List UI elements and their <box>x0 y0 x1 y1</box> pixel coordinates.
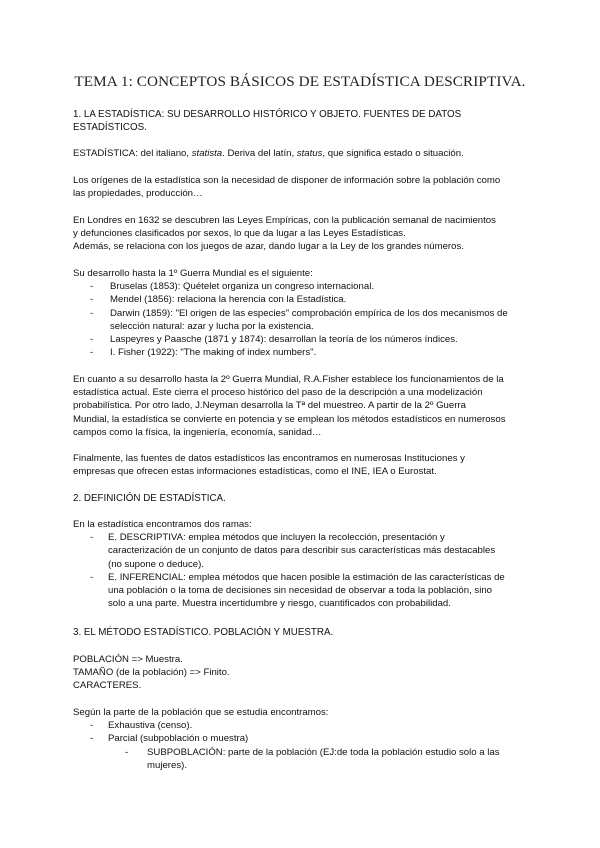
list-item: - E. INFERENCIAL: emplea métodos que hacen posible la estimación de las características de una población o la toma de decisiones sin necesidad de observar a toda la población, sino solo a una parte. Muestra incertidumbre y riesgo, cuantificados con probabilidad. <box>73 571 535 611</box>
section-3-heading: 3. EL MÉTODO ESTADÍSTICO. POBLACIÓN Y MUESTRA. <box>73 627 334 638</box>
list-item: - SUBPOBLACIÓN: parte de la población (EJ:de toda la población estudio solo a las mujeres). <box>109 746 535 772</box>
list-item: - Laspeyres y Paasche (1871 y 1874): desarrollan la teoría de los números índices. <box>73 333 535 346</box>
list-item: - Exhaustiva (censo). <box>73 719 535 732</box>
list-item: - Bruselas (1853): Quételet organiza un congreso internacional. <box>73 280 535 293</box>
study-types: Según la parte de la población que se estudia encontramos: - Exhaustiva (censo). - Parcial (subpoblación o muestra) - SUBPOBLACIÓN: parte de la población (EJ:de toda la población estudio solo a las mujeres). <box>73 706 535 772</box>
population-terms: POBLACIÓN => Muestra. TAMAÑO (de la población) => Finito. CARACTERES. <box>73 654 230 692</box>
ww1-list <box>73 280 535 359</box>
ww1-development: Su desarrollo hasta la 1º Guerra Mundial es el siguiente: - Bruselas (1853): Quételet organiza un congreso internacional. - Mendel (1856): relaciona la herencia con la Estadística. - Darwin (1859): "El origen de las especies" comprobación empírica de los dos mecanismos de selección natural: azar y lucha por la existencia. - Laspeyres y Paasche (1871 y 1874): desarrollan la teoría de los números índices. - I. Fisher (1922): "The making of index numbers". <box>73 267 535 359</box>
subpopulation-list <box>109 746 535 772</box>
section-1-heading: 1. LA ESTADÍSTICA: SU DESARROLLO HISTÓRICO Y OBJETO. FUENTES DE DATOS ESTADÍSTICOS. <box>73 109 462 134</box>
list-item: - E. DESCRIPTIVA: emplea métodos que incluyen la recolección, presentación y caracterización de un conjunto de datos para describir sus características más destacables (no supone o deduce). <box>73 531 535 571</box>
branches-list <box>73 531 535 610</box>
etymology-paragraph: ESTADÍSTICA: del italiano, statista. Deriva del latín, status, que significa estado o situación. <box>73 148 464 159</box>
sources-paragraph: Finalmente, las fuentes de datos estadísticos las encontramos en numerosas Instituciones y empresas que ofrecen estas informaciones estadísticas, como el INE, IEA o Eurostat. <box>73 453 465 478</box>
list-item: - Darwin (1859): "El origen de las especies" comprobación empírica de los dos mecanismos de selección natural: azar y lucha por la existencia. <box>73 307 535 333</box>
ww2-paragraph: En cuanto a su desarrollo hasta la 2º Guerra Mundial, R.A.Fisher establece los funcionamientos de la estadística actual. Este cierra el proceso histórico del paso de la descripción a una modelización probabilística. Por otro lado, J.Neyman desarrolla la Tª del muestreo. A partir de la 2º Guerra Mundial, la estadística se convierte en potencia y se emplean los métodos estadísticos en numerosos campos como la física, la ingeniería, economía, sanidad… <box>73 374 506 438</box>
origins-paragraph: Los orígenes de la estadística son la necesidad de disponer de información sobre la población como las propiedades, producción… <box>73 175 501 200</box>
list-item: - Mendel (1856): relaciona la herencia con la Estadística. <box>73 293 535 306</box>
document-title: TEMA 1: CONCEPTOS BÁSICOS DE ESTADÍSTICA DESCRIPTIVA. <box>74 73 526 90</box>
list-item: - I. Fisher (1922): "The making of index numbers". <box>73 346 535 359</box>
list-item: - Parcial (subpoblación o muestra) <box>73 732 535 745</box>
branches-section: En la estadística encontramos dos ramas: - E. DESCRIPTIVA: emplea métodos que incluyen la recolección, presentación y caracterización de un conjunto de datos para describir sus características más destacables (no supone o deduce). - E. INFERENCIAL: emplea métodos que hacen posible la estimación de las características de una población o la toma de decisiones sin necesidad de observar a toda la población, sino solo a una parte. Muestra incertidumbre y riesgo, cuantificados con probabilidad. <box>73 518 535 610</box>
london-paragraph: En Londres en 1632 se descubren las Leyes Empíricas, con la publicación semanal de nacimientos y defunciones clasificados por sexos, lo que da lugar a las Leyes Estadísticas. Además, se relaciona con los juegos de azar, dando lugar a la Ley de los grandes números. <box>73 215 496 253</box>
study-types-list <box>73 719 535 745</box>
section-2-heading: 2. DEFINICIÓN DE ESTADÍSTICA. <box>73 493 226 504</box>
